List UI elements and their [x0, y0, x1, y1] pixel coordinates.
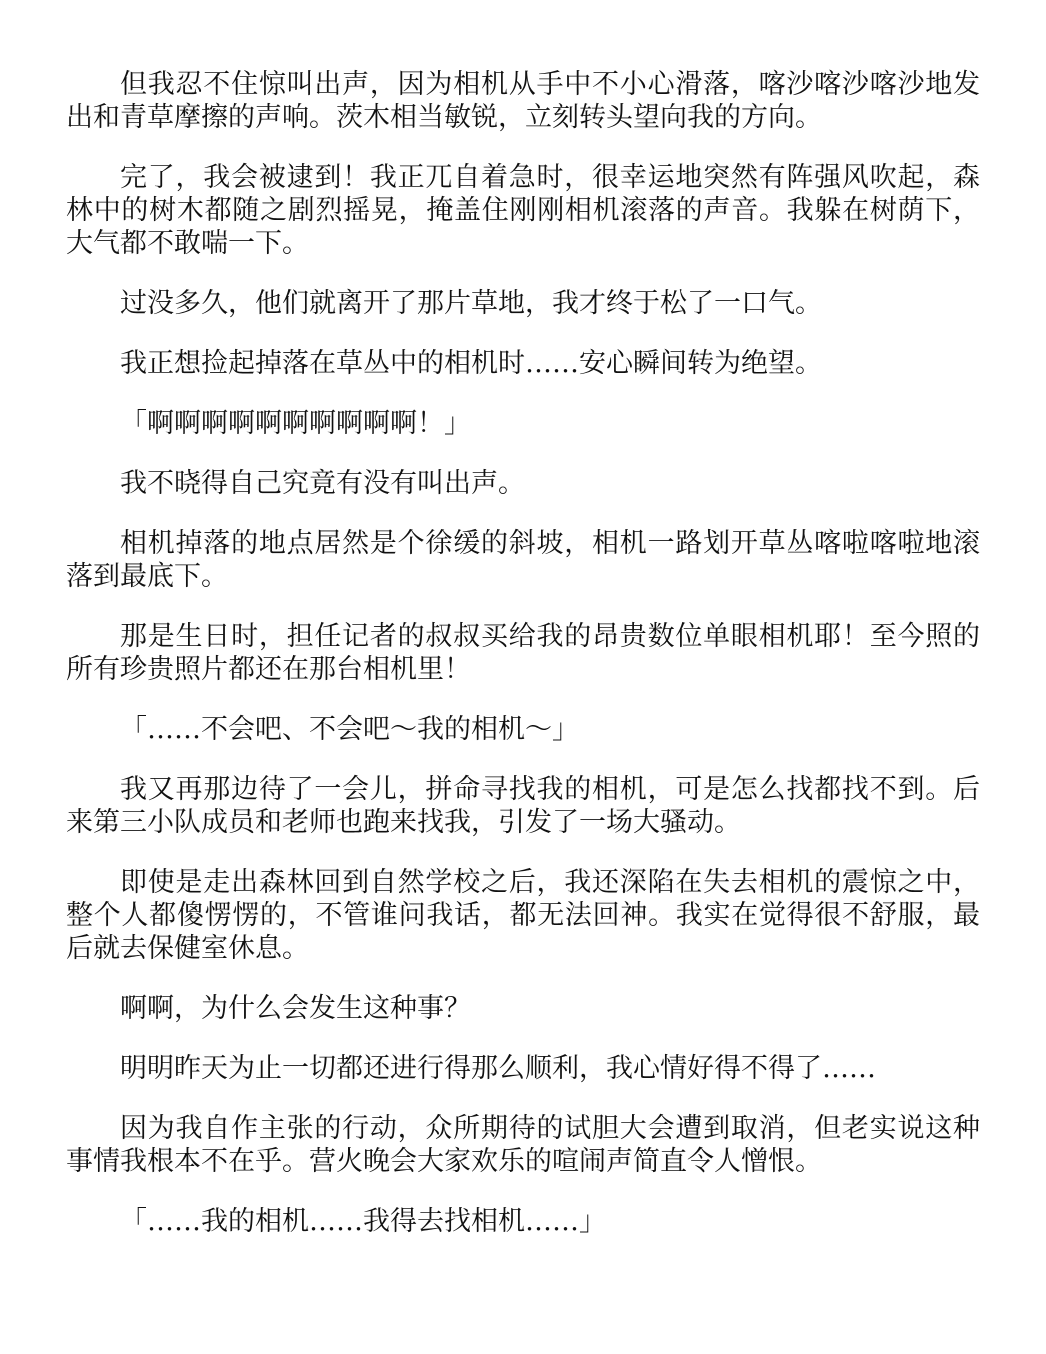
- dialog-line-1: 「啊啊啊啊啊啊啊啊啊啊！」: [120, 408, 471, 439]
- dialog-line-3: 「……我的相机……我得去找相机……」: [120, 1206, 606, 1237]
- paragraph-9: 即使是走出森林回到自然学校之后，我还深陷在失去相机的震惊之中，整个人都傻愣愣的，不管谁问我话，都无法回神。我实在觉得很不舒服，最后就去保健室休息。: [66, 867, 980, 964]
- paragraph-12: 因为我自作主张的行动，众所期待的试胆大会遭到取消，但老实说这种事情我根本不在乎。营火晚会大家欢乐的喧闹声简直令人憎恨。: [66, 1113, 980, 1177]
- paragraph-4: 我正想捡起掉落在草丛中的相机时……安心瞬间转为绝望。: [120, 348, 822, 379]
- paragraph-7: 那是生日时，担任记者的叔叔买给我的昂贵数位单眼相机耶！至今照的所有珍贵照片都还在那台相机里！: [66, 621, 980, 685]
- paragraph-2: 完了，我会被逮到！我正兀自着急时，很幸运地突然有阵强风吹起，森林中的树木都随之剧烈摇晃，掩盖住刚刚相机滚落的声音。我躲在树荫下，大气都不敢喘一下。: [66, 162, 980, 259]
- paragraph-6: 相机掉落的地点居然是个徐缓的斜坡，相机一路划开草丛喀啦喀啦地滚落到最底下。: [66, 528, 980, 592]
- paragraph-10: 啊啊，为什么会发生这种事？: [120, 993, 471, 1024]
- paragraph-1: 但我忍不住惊叫出声，因为相机从手中不小心滑落，喀沙喀沙喀沙地发出和青草摩擦的声响。茨木相当敏锐，立刻转头望向我的方向。: [66, 69, 980, 133]
- paragraph-3: 过没多久，他们就离开了那片草地，我才终于松了一口气。: [120, 288, 822, 319]
- document-page: [66, 68, 980, 1265]
- paragraph-5: 我不晓得自己究竟有没有叫出声。: [120, 468, 525, 499]
- paragraph-8: 我又再那边待了一会儿，拼命寻找我的相机，可是怎么找都找不到。后来第三小队成员和老师也跑来找我，引发了一场大骚动。: [66, 774, 980, 838]
- dialog-line-2: 「……不会吧、不会吧～我的相机～」: [120, 714, 579, 745]
- paragraph-11: 明明昨天为止一切都还进行得那么顺利，我心情好得不得了……: [120, 1053, 876, 1084]
